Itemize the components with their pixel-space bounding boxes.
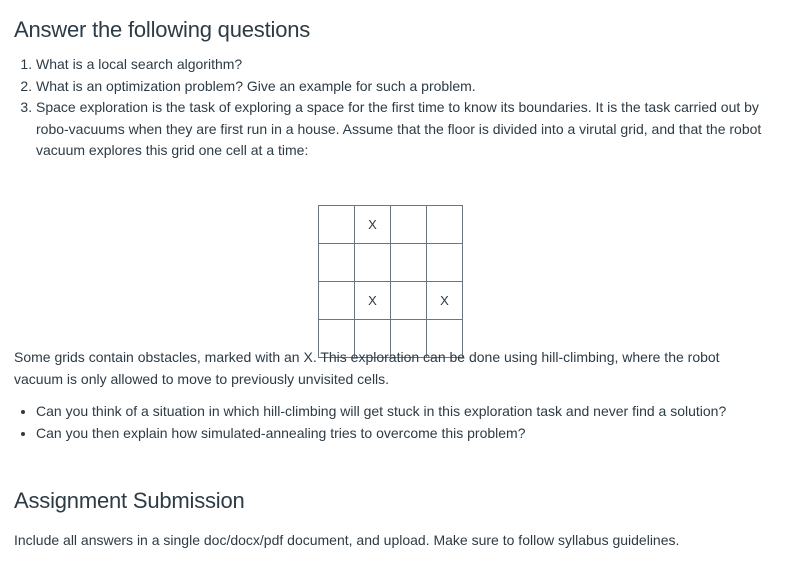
discussion-bullets <box>14 401 726 444</box>
obstacles-paragraph: Some grids contain obstacles, marked with an X. This exploration can be done using hill-climbing, where the robot vacuum is only allowed to move to previously unvisited cells. <box>14 349 720 387</box>
grid-cell <box>391 282 427 320</box>
grid-cell <box>319 282 355 320</box>
question-item-3: 3. Space exploration is the task of exploring a space for the first time to know its boundaries. It is the task carried out by robo-vacuums when they are first run in a house. Assume that the floor is divided into a virutal grid, and that the robot vacuum explores this grid one cell at a time: <box>36 97 781 162</box>
grid-cell: X <box>427 282 463 320</box>
grid-table <box>318 205 463 358</box>
grid-cell: X <box>355 282 391 320</box>
question-item-1: 1. What is a local search algorithm? <box>36 54 781 76</box>
grid-cell <box>427 206 463 244</box>
question-item-2: 2. What is an optimization problem? Give an example for such a problem. <box>36 76 781 98</box>
questions-list <box>14 54 781 162</box>
grid-cell: X <box>355 206 391 244</box>
bullet-item-2: • Can you then explain how simulated-annealing tries to overcome this problem? <box>36 423 726 445</box>
grid-cell <box>391 206 427 244</box>
grid-row <box>319 244 463 282</box>
questions-heading: Answer the following questions <box>14 17 311 42</box>
grid-cell <box>391 244 427 282</box>
grid-row <box>319 282 463 320</box>
bullet-item-1: • Can you think of a situation in which hill-climbing will get stuck in this exploration task and never find a solution? <box>36 401 726 423</box>
grid-row <box>319 206 463 244</box>
grid-cell <box>427 244 463 282</box>
exploration-grid <box>318 205 463 358</box>
submission-paragraph: Include all answers in a single doc/docx/pdf document, and upload. Make sure to follow syllabus guidelines. <box>14 532 680 548</box>
grid-cell <box>319 206 355 244</box>
grid-cell <box>355 244 391 282</box>
submission-heading: Assignment Submission <box>14 488 245 513</box>
grid-cell <box>319 244 355 282</box>
